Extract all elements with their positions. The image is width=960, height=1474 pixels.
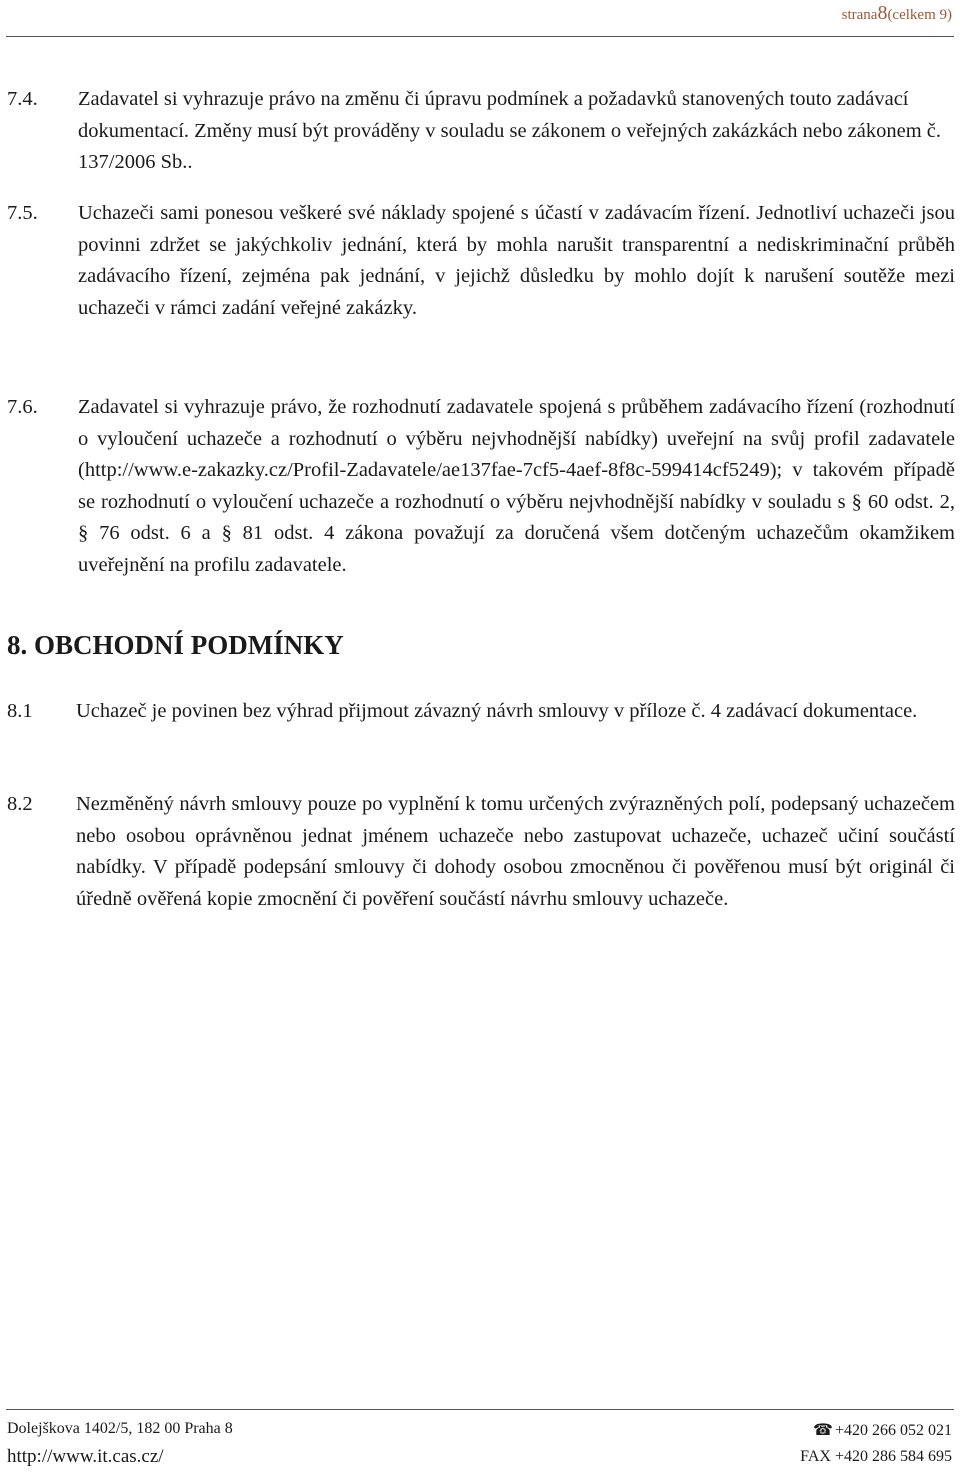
section-text: Nezměněný návrh smlouvy pouze po vyplnění k tomu určených zvýrazněných polí, podepsaný uchazečem nebo osobou oprávněnou jednat jménem uchazeče nebo zastupovat uchazeče, uchazeč učiní součástí nabídky. V případě podepsání smlouvy či dohody osobou zmocněnou či pověřenou musí být originál či úředně ověřená kopie zmocnění či pověření součástí návrhu smlouvy uchazeče. — [76, 793, 955, 910]
footer-divider — [6, 1409, 954, 1410]
page-counter — [842, 2, 952, 25]
section-heading-8: 8. OBCHODNÍ PODMÍNKY — [7, 630, 344, 660]
section-7-6 — [7, 392, 955, 581]
section-number: 8.2 — [7, 793, 33, 815]
section-8-1 — [7, 696, 955, 728]
section-text: Uchazeči sami ponesou veškeré své náklady spojené s účastí v zadávacím řízení. Jednotliví uchazeči jsou povinni zdržet se jakýchkoliv jednání, která by mohla narušit transparentní a nediskriminační průběh zadávacího řízení, zejména pak jednání, v jejichž důsledku by mohlo dojít k narušení soutěže mezi uchazeči v rámci zadání veřejné zakázky. — [78, 202, 955, 319]
section-text: Zadavatel si vyhrazuje právo na změnu či úpravu podmínek a požadavků stanovených touto zadávací dokumentací. Změny musí být prováděny v souladu se zákonem o veřejných zakázkách nebo zákonem č. 137/2006 Sb.. — [78, 88, 941, 173]
page-counter-prefix: strana — [841, 7, 878, 23]
page-number: 8 — [877, 2, 888, 24]
footer-fax: FAX +420 286 584 695 — [800, 1448, 952, 1465]
header-divider — [6, 36, 954, 37]
section-text: Uchazeč je povinen bez výhrad přijmout závazný návrh smlouvy v příloze č. 4 zadávací dokumentace. — [76, 700, 918, 722]
section-number: 7.5. — [7, 202, 38, 224]
section-7-4 — [7, 84, 955, 179]
telephone-icon: ☎ — [812, 1422, 833, 1439]
section-7-5 — [7, 198, 955, 324]
section-number: 7.4. — [7, 88, 38, 110]
footer-phone-number: +420 266 052 021 — [834, 1422, 952, 1439]
page-counter-suffix: (celkem 9) — [887, 7, 952, 23]
section-number: 8.1 — [7, 700, 33, 722]
footer-phone — [813, 1420, 952, 1440]
section-number: 7.6. — [7, 396, 38, 418]
footer-address: Dolejškova 1402/5, 182 00 Praha 8 — [7, 1420, 233, 1437]
footer-url[interactable]: http://www.it.cas.cz/ — [7, 1446, 164, 1467]
section-8-2 — [7, 789, 955, 915]
section-text: Zadavatel si vyhrazuje právo, že rozhodnutí zadavatele spojená s průběhem zadávacího řízení (rozhodnutí o vyloučení uchazeče a rozhodnutí o výběru nejvhodnější nabídky) uveřejní na svůj profil zadavatele (http://www.e-zakazky.cz/Profil-Zadavatele/ae137fae-7cf5-4aef-8f8c-599414cf5249); v takovém případě se rozhodnutí o vyloučení uchazeče a rozhodnutí o výběru nejvhodnější nabídky v souladu s § 60 odst. 2, § 76 odst. 6 a § 81 odst. 4 zákona považují za doručená všem dotčeným uchazečům okamžikem uveřejnění na profilu zadavatele. — [78, 396, 955, 576]
